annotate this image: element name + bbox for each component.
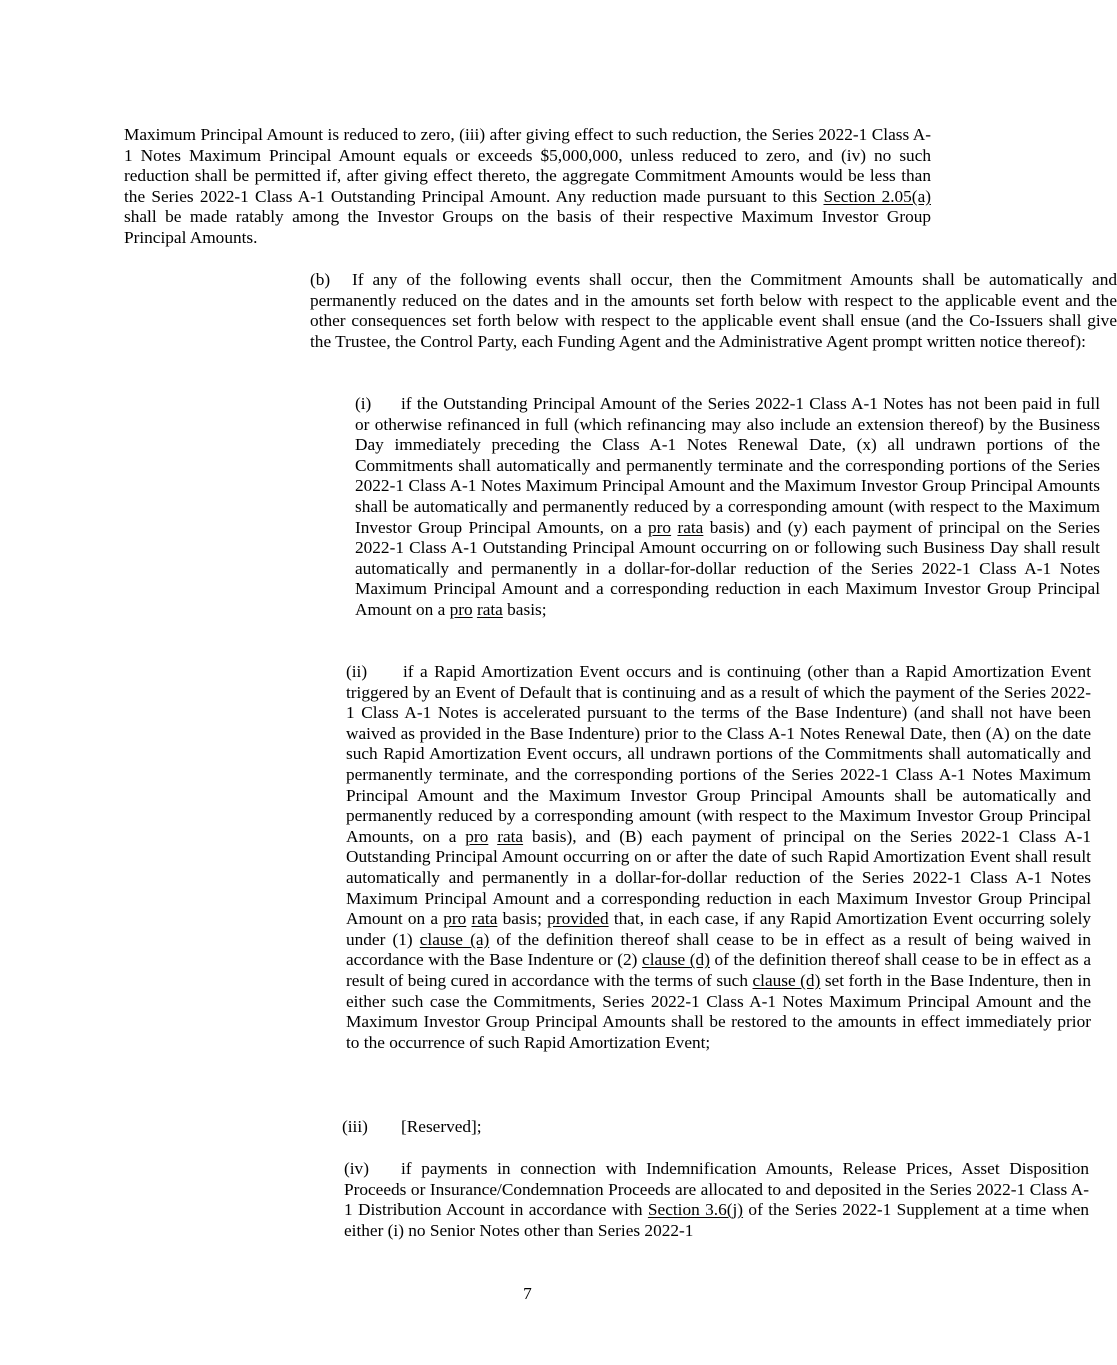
italic-term-pro: pro — [443, 909, 467, 929]
paragraph-iv — [186, 1159, 1089, 1241]
paragraph-text: Maximum Principal Amount is reduced to zero, (iii) after giving effect to such reduction, the Series 2022-1 Class A-1 Notes Maximum Principal Amount equals or exceeds $5,000,000, unless reduced to zero, and (iv) no such reduction shall be permitted if, after giving effect thereto, the aggregate Commitment Amounts would be less than the Series 2022-1 Class A-1 Outstanding Principal Amount. Any reduction made pursuant to this — [124, 125, 931, 206]
italic-term-rata: rata — [471, 909, 498, 929]
italic-term-pro: pro — [449, 599, 473, 619]
paragraph-label: (i) — [355, 394, 372, 413]
paragraph-i — [186, 394, 1100, 621]
italic-term-pro: pro — [648, 517, 672, 537]
paragraph-text: basis; — [502, 599, 547, 619]
clause-reference: clause (d) — [642, 950, 710, 970]
italic-term-rata: rata — [677, 517, 704, 537]
paragraph-ii — [186, 662, 1091, 1053]
paragraph-iii — [186, 1117, 1087, 1138]
paragraph-text: basis) and (y) each payment of principal on the Series 2022-1 Class A-1 Outstanding Principal Amount occurring on or following such Business Day shall result automatically and permanently in a dollar-for-dollar reduction of the Series 2022-1 Class A-1 Notes Maximum Principal Amount and a corresponding reduction in each Maximum Investor Group Principal Amount on a — [355, 517, 1100, 619]
paragraph-text: basis), and (B) each payment of principal on the Series 2022-1 Class A-1 Outstanding Principal Amount occurring on or after the date of such Rapid Amortization Event shall result automatically and permanently in a dollar-for-dollar reduction of the Series 2022-1 Class A-1 Notes Maximum Principal Amount and a corresponding reduction in each Maximum Investor Group Principal Amount on a — [346, 826, 1091, 929]
italic-term-rata: rata — [497, 826, 524, 846]
paragraph-text: shall be made ratably among the Investor Groups on the basis of their respective Maximum Investor Group Principal Amounts. — [124, 207, 931, 247]
paragraph-a-continuation — [124, 125, 931, 249]
clause-reference: clause (d) — [752, 970, 821, 990]
paragraph-text: if the Outstanding Principal Amount of the Series 2022-1 Class A-1 Notes has not been paid in full or otherwise refinanced in full (which refinancing may also include an extension thereof) by the Business Day immediately preceding the Class A-1 Notes Renewal Date, (x) all undrawn portions of the Commitments shall automatically and permanently terminate and the corresponding portions of the Series 2022-1 Class A-1 Notes Maximum Principal Amount and the Maximum Investor Group Principal Amounts shall be automatically and permanently reduced by a corresponding amount (with respect to the Maximum Investor Group Principal Amounts, on a — [355, 394, 1100, 537]
paragraph-text: if a Rapid Amortization Event occurs and is continuing (other than a Rapid Amortization Event triggered by an Event of Default that is continuing and as a result of which the payment of the Series 2022-1 Class A-1 Notes is accelerated pursuant to the terms of the Base Indenture) (and shall not have been waived as provided in the Base Indenture) prior to the Class A-1 Notes Renewal Date, then (A) on the date such Rapid Amortization Event occurs, all undrawn portions of the Commitments shall automatically and permanently terminate, and the corresponding portions of the Series 2022-1 Class A-1 Notes Maximum Principal Amount and the Maximum Investor Group Principal Amounts shall be automatically and permanently reduced by a corresponding amount (with respect to the Maximum Investor Group Principal Amounts, on a — [346, 662, 1091, 846]
paragraph-text: [Reserved]; — [401, 1117, 482, 1136]
paragraph-text: if payments in connection with Indemnification Amounts, Release Prices, Asset Disposition Proceeds or Insurance/Condemnation Proceeds are allocated to and deposited in the Series 2022-1 Class A-1 Distribution Account in accordance with — [344, 1159, 1089, 1220]
section-reference: Section 3.6(j) — [647, 1200, 744, 1220]
paragraph-text: basis; — [497, 909, 548, 929]
italic-term-rata: rata — [476, 599, 503, 619]
section-reference: Section 2.05(a) — [823, 186, 931, 206]
paragraph-label: (iii) — [342, 1117, 368, 1136]
paragraph-text: of the definition thereof shall cease to be in effect as a result of being cured in accordance with the terms of such — [346, 950, 1091, 990]
paragraph-label: (iv) — [344, 1159, 369, 1178]
paragraph-label: (ii) — [346, 662, 368, 681]
paragraph-text: of the definition thereof shall cease to be in effect as a result of being waived in accordance with the Base Indenture or (2) — [346, 929, 1091, 970]
paragraph-text: that, in each case, if any Rapid Amortization Event occurring solely under (1) — [346, 909, 1092, 949]
italic-term-pro: pro — [465, 826, 489, 846]
page-number: 7 — [523, 1284, 532, 1303]
paragraph-text: of the Series 2022-1 Supplement at a time when either (i) no Senior Notes other than Series 2022-1 — [344, 1200, 1090, 1240]
paragraph-text: If any of the following events shall occur, then the Commitment Amounts shall be automatically and permanently reduced on the dates and in the amounts set forth below with respect to the applicable event and the other consequences set forth below with respect to the applicable event shall ensue (and the Co-Issuers shall give the Trustee, the Control Party, each Funding Agent and the Administrative Agent prompt written notice thereof): — [310, 270, 1117, 351]
paragraph-b — [124, 270, 1117, 352]
clause-reference: clause (a) — [419, 929, 490, 949]
provided-term: provided — [547, 909, 609, 929]
paragraph-label: (b) — [310, 270, 331, 289]
paragraph-text: set forth in the Base Indenture, then in either such case the Commitments, Series 2022-1 Class A-1 Notes Maximum Principal Amount and the Maximum Investor Group Principal Amounts shall be restored to the amounts in effect immediately prior to the occurrence of such Rapid Amortization Event; — [346, 970, 1091, 1052]
